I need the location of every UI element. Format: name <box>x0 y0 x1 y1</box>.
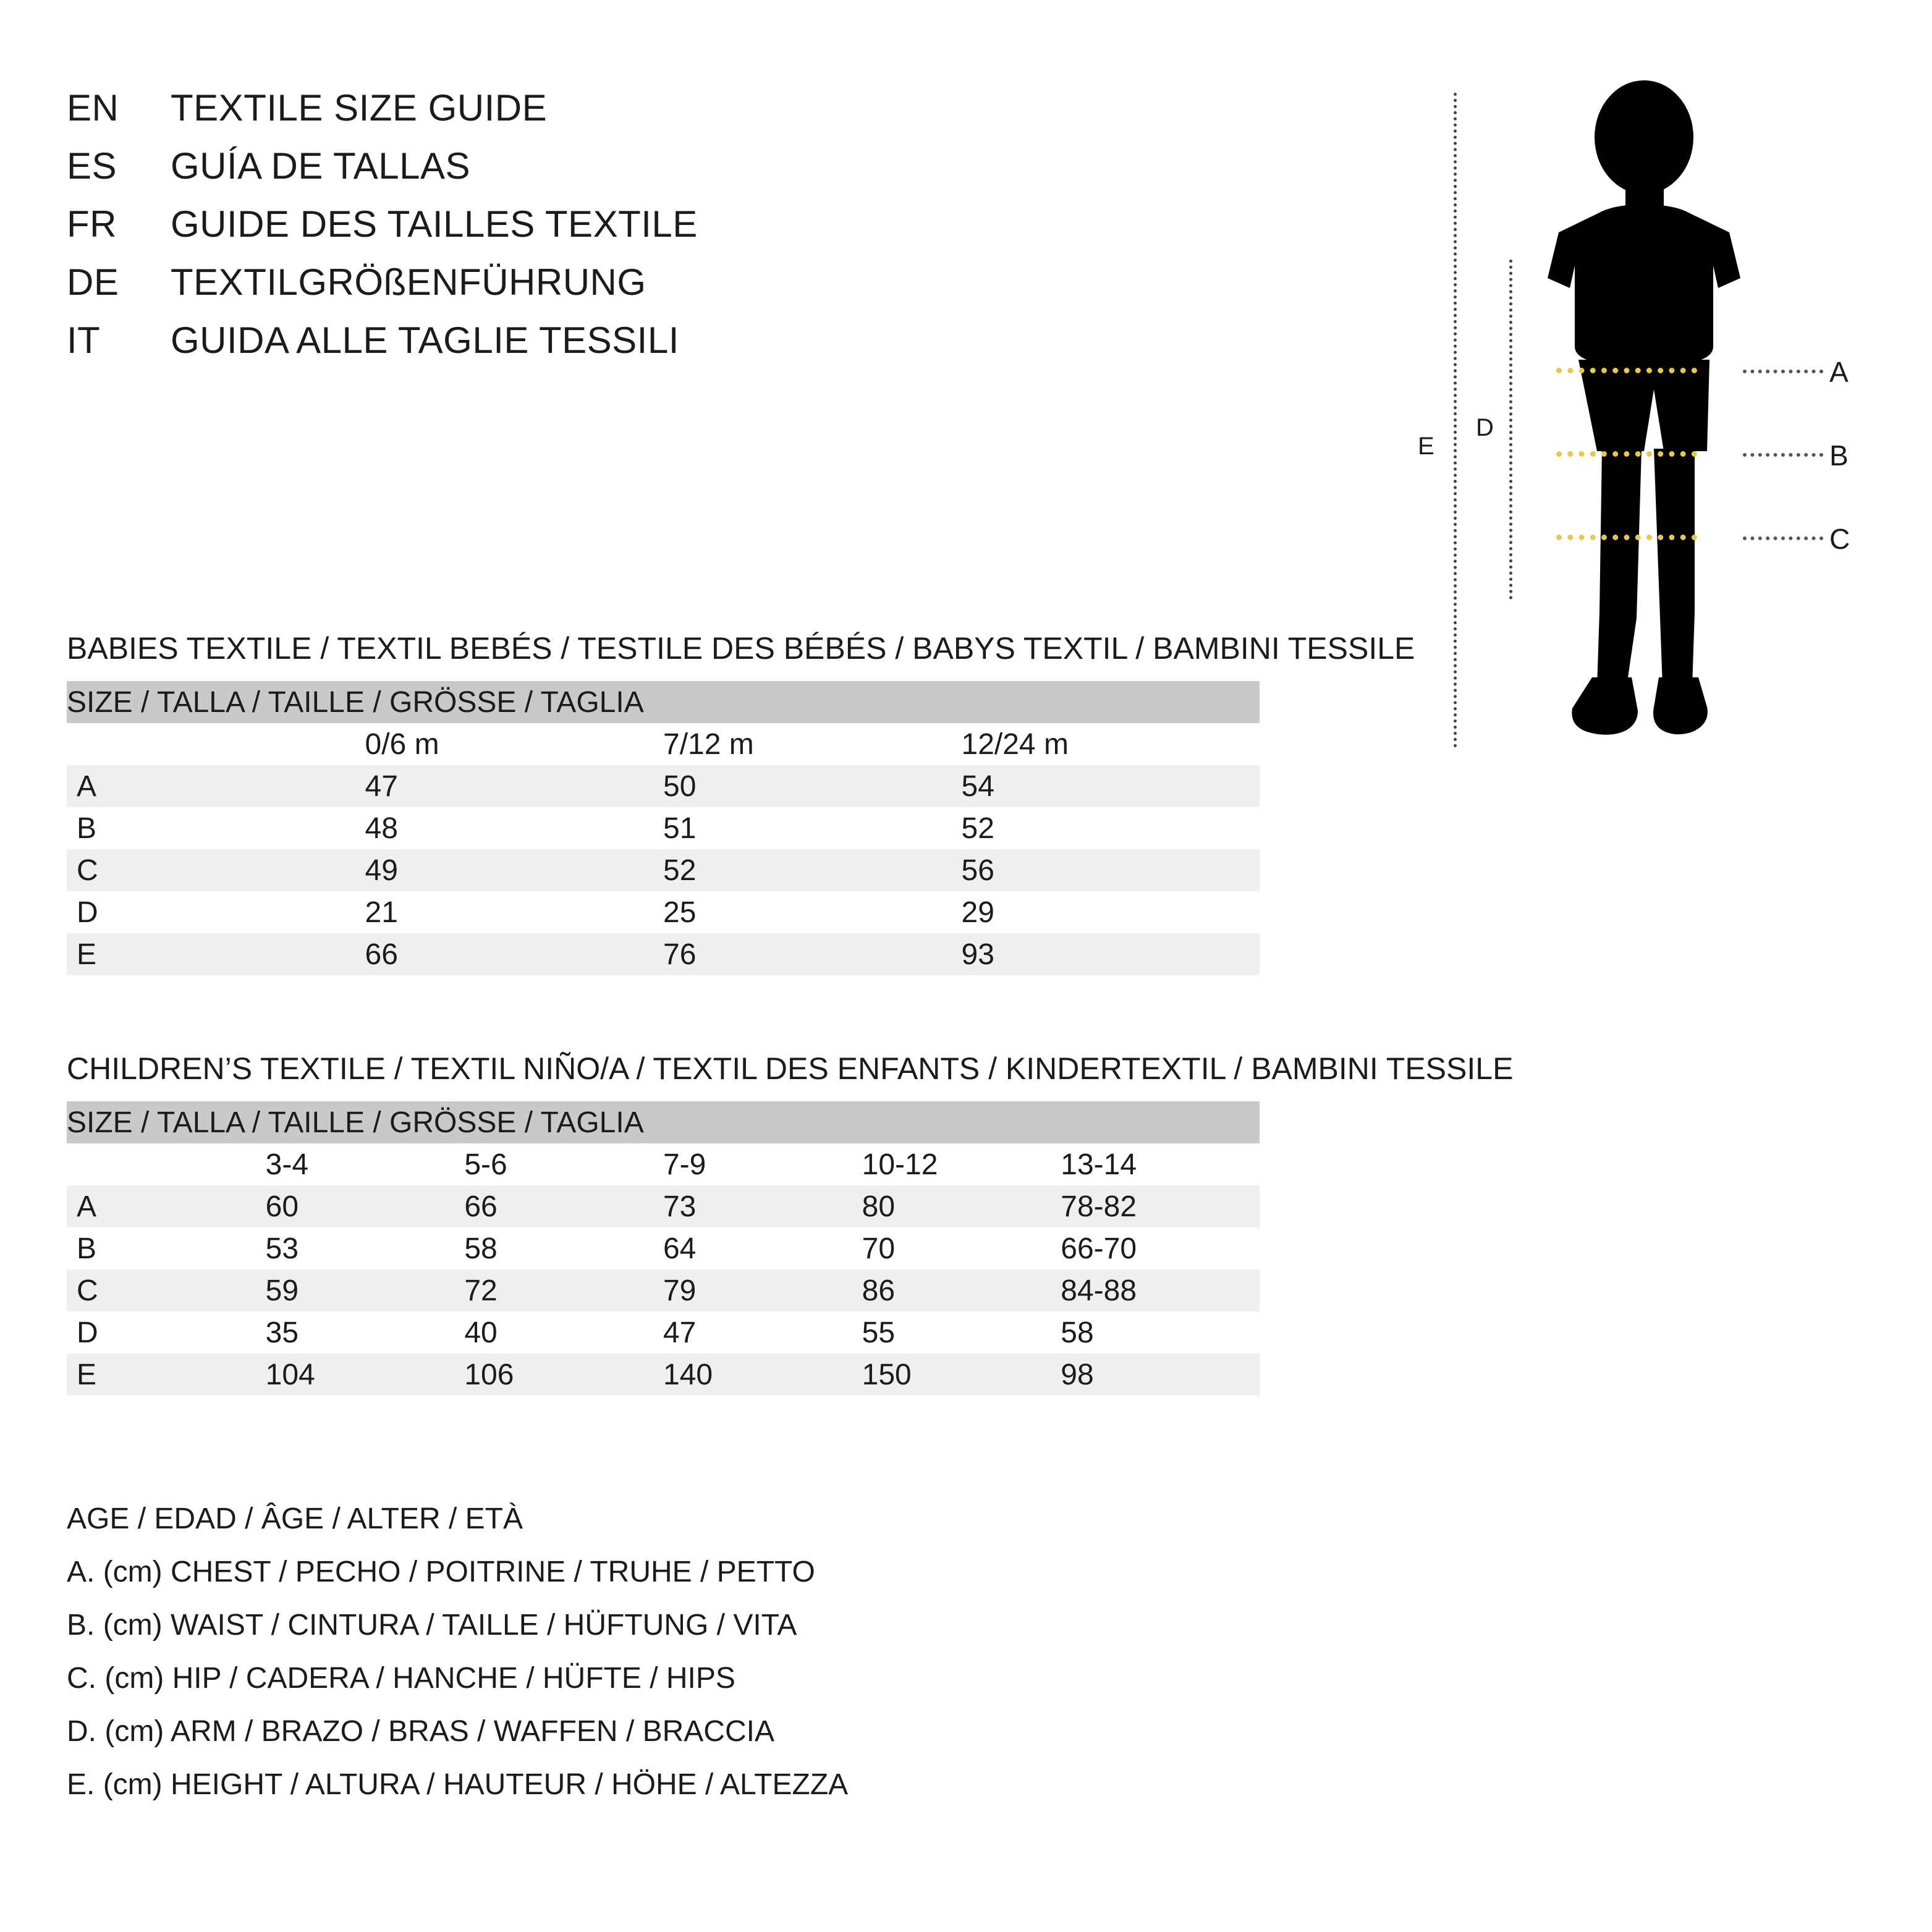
hip-measure-line <box>1556 535 1697 540</box>
children-cell-c-1: 72 <box>464 1269 663 1311</box>
title-row-es <box>67 145 994 203</box>
babies-header-corner <box>67 723 365 765</box>
title-text-es: GUÍA DE TALLAS <box>171 145 470 187</box>
waist-leader-line <box>1743 453 1823 457</box>
children-section <box>67 1051 1514 1396</box>
figure-label-e: E <box>1418 433 1434 460</box>
children-cell-e-1: 106 <box>464 1354 663 1396</box>
height-guide-line-e <box>1454 93 1457 748</box>
arm-guide-line-d <box>1509 260 1512 600</box>
children-row-letter-d: D <box>67 1311 266 1354</box>
children-row-letter-a: A <box>67 1185 266 1227</box>
babies-cell-d-0: 21 <box>365 891 664 933</box>
title-text-it: GUIDA ALLE TAGLIE TESSILI <box>171 320 679 361</box>
table-row <box>67 933 1260 975</box>
measurement-figure <box>1397 74 1891 766</box>
children-col-header-0: 3-4 <box>266 1143 465 1185</box>
hip-leader-line <box>1743 536 1823 540</box>
title-text-fr: GUIDE DES TAILLES TEXTILE <box>171 203 698 245</box>
babies-section-title: BABIES TEXTILE / TEXTIL BEBÉS / TESTILE DES BÉBÉS / BABYS TEXTIL / BAMBINI TESSILE <box>67 631 1415 666</box>
title-row-en <box>67 87 994 145</box>
children-cell-a-3: 80 <box>862 1185 1061 1227</box>
legend-line-d: D. (cm) ARM / BRAZO / BRAS / WAFFEN / BRACCIA <box>67 1715 774 1748</box>
legend-line-a: A. (cm) CHEST / PECHO / POITRINE / TRUHE / PETTO <box>67 1556 815 1588</box>
babies-cell-c-2: 56 <box>962 849 1260 891</box>
babies-col-header-1: 7/12 m <box>663 723 962 765</box>
children-cell-d-1: 40 <box>464 1311 663 1354</box>
title-block <box>67 87 994 377</box>
figure-label-b: B <box>1829 439 1849 472</box>
title-lang-it: IT <box>67 320 101 361</box>
child-silhouette-icon <box>1533 80 1755 754</box>
children-cell-c-3: 86 <box>862 1269 1061 1311</box>
title-row-it <box>67 319 994 377</box>
children-cell-b-3: 70 <box>862 1227 1061 1269</box>
title-lang-fr: FR <box>67 203 117 245</box>
children-cell-a-4: 78-82 <box>1061 1185 1260 1227</box>
babies-row-letter-b: B <box>67 807 365 849</box>
figure-label-d: D <box>1476 414 1494 441</box>
children-cell-c-4: 84-88 <box>1061 1269 1260 1311</box>
table-row <box>67 765 1260 807</box>
babies-cell-a-1: 50 <box>663 765 962 807</box>
children-col-header-2: 7-9 <box>663 1143 862 1185</box>
legend-line-b: B. (cm) WAIST / CINTURA / TAILLE / HÜFTUNG / VITA <box>67 1609 797 1642</box>
legend-line-e: E. (cm) HEIGHT / ALTURA / HAUTEUR / HÖHE / ALTEZZA <box>67 1768 849 1801</box>
children-cell-e-3: 150 <box>862 1354 1061 1396</box>
babies-section <box>67 630 1415 975</box>
legend-header: AGE / EDAD / ÂGE / ALTER / ETÀ <box>67 1502 523 1535</box>
babies-col-header-0: 0/6 m <box>365 723 664 765</box>
table-row <box>67 1185 1260 1227</box>
children-section-title: CHILDREN’S TEXTILE / TEXTIL NIÑO/A / TEXTIL DES ENFANTS / KINDERTEXTIL / BAMBINI TESSILE <box>67 1051 1514 1086</box>
babies-cell-e-0: 66 <box>365 933 664 975</box>
children-cell-e-4: 98 <box>1061 1354 1260 1396</box>
children-band-label: SIZE / TALLA / TAILLE / GRÖSSE / TAGLIA <box>67 1101 1260 1143</box>
babies-cell-b-1: 51 <box>663 807 962 849</box>
children-cell-a-0: 60 <box>266 1185 465 1227</box>
babies-cell-d-2: 29 <box>962 891 1260 933</box>
table-row <box>67 1311 1260 1354</box>
children-col-header-4: 13-14 <box>1061 1143 1260 1185</box>
table-row <box>67 1227 1260 1269</box>
children-cell-e-0: 104 <box>266 1354 465 1396</box>
children-cell-b-4: 66-70 <box>1061 1227 1260 1269</box>
children-cell-e-2: 140 <box>663 1354 862 1396</box>
children-cell-b-2: 64 <box>663 1227 862 1269</box>
title-text-de: TEXTILGRÖßENFÜHRUNG <box>171 261 646 303</box>
babies-row-letter-a: A <box>67 765 365 807</box>
children-cell-d-4: 58 <box>1061 1311 1260 1354</box>
children-row-letter-c: C <box>67 1269 266 1311</box>
children-cell-a-1: 66 <box>464 1185 663 1227</box>
children-band-row <box>67 1101 1260 1143</box>
title-text-en: TEXTILE SIZE GUIDE <box>171 87 548 129</box>
babies-column-header-row <box>67 723 1260 765</box>
babies-cell-e-2: 93 <box>962 933 1260 975</box>
legend-line-c: C. (cm) HIP / CADERA / HANCHE / HÜFTE / HIPS <box>67 1662 735 1695</box>
title-row-de <box>67 261 994 319</box>
legend-block <box>67 1502 1303 1821</box>
babies-cell-b-2: 52 <box>962 807 1260 849</box>
babies-cell-c-0: 49 <box>365 849 664 891</box>
title-row-fr <box>67 203 994 261</box>
children-cell-d-0: 35 <box>266 1311 465 1354</box>
babies-col-header-2: 12/24 m <box>962 723 1260 765</box>
babies-row-letter-c: C <box>67 849 365 891</box>
children-cell-b-0: 53 <box>266 1227 465 1269</box>
children-cell-d-2: 47 <box>663 1311 862 1354</box>
babies-cell-a-0: 47 <box>365 765 664 807</box>
table-row <box>67 1269 1260 1311</box>
children-cell-a-2: 73 <box>663 1185 862 1227</box>
children-size-table <box>67 1101 1260 1396</box>
babies-cell-c-1: 52 <box>663 849 962 891</box>
children-header-corner <box>67 1143 266 1185</box>
title-lang-de: DE <box>67 261 119 303</box>
children-col-header-3: 10-12 <box>862 1143 1061 1185</box>
figure-label-c: C <box>1829 523 1850 555</box>
waist-measure-line <box>1556 451 1697 457</box>
children-cell-c-0: 59 <box>266 1269 465 1311</box>
children-row-letter-e: E <box>67 1354 266 1396</box>
babies-cell-b-0: 48 <box>365 807 664 849</box>
babies-band-label: SIZE / TALLA / TAILLE / GRÖSSE / TAGLIA <box>67 681 1260 723</box>
babies-row-letter-e: E <box>67 933 365 975</box>
table-row <box>67 891 1260 933</box>
babies-row-letter-d: D <box>67 891 365 933</box>
table-row <box>67 807 1260 849</box>
children-row-letter-b: B <box>67 1227 266 1269</box>
title-lang-es: ES <box>67 145 117 187</box>
chest-leader-line <box>1743 370 1823 373</box>
babies-cell-a-2: 54 <box>962 765 1260 807</box>
chest-measure-line <box>1556 368 1697 373</box>
children-column-header-row <box>67 1143 1260 1185</box>
children-cell-c-2: 79 <box>663 1269 862 1311</box>
babies-cell-e-1: 76 <box>663 933 962 975</box>
babies-band-row <box>67 681 1260 723</box>
title-lang-en: EN <box>67 87 119 129</box>
children-col-header-1: 5-6 <box>464 1143 663 1185</box>
babies-cell-d-1: 25 <box>663 891 962 933</box>
children-cell-b-1: 58 <box>464 1227 663 1269</box>
table-row <box>67 1354 1260 1396</box>
table-row <box>67 849 1260 891</box>
babies-size-table <box>67 681 1260 975</box>
figure-label-a: A <box>1829 356 1849 388</box>
children-cell-d-3: 55 <box>862 1311 1061 1354</box>
